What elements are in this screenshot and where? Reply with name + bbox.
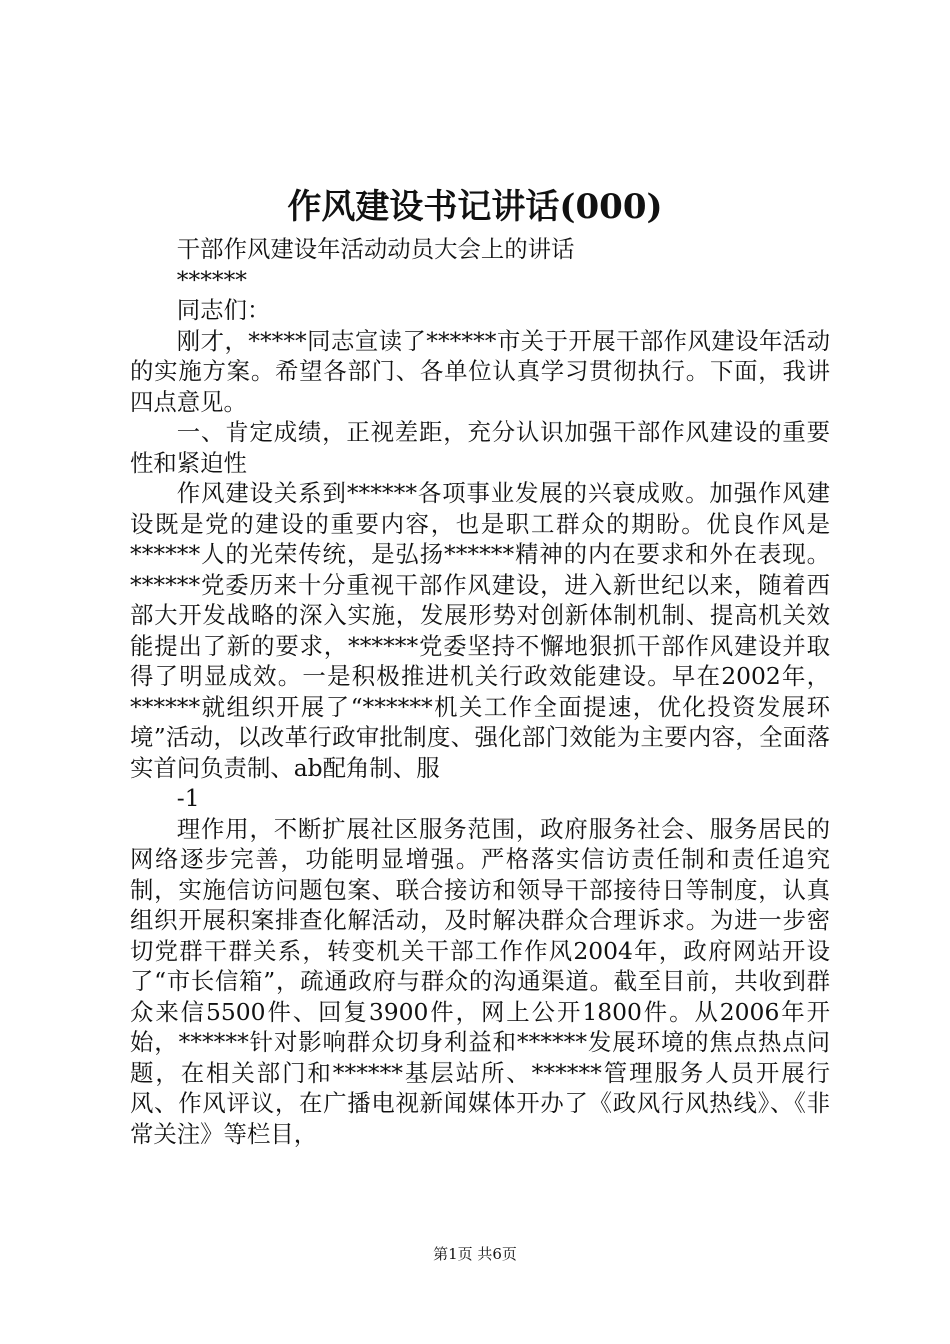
document-body xyxy=(130,234,830,1149)
page-footer: 第1页 共6页 xyxy=(433,1245,517,1263)
section-heading-1: 一、肯定成绩，正视差距，充分认识加强干部作风建设的重要性和紧迫性 xyxy=(130,418,830,477)
speaker-name: ****** xyxy=(176,265,247,294)
salutation: 同志们： xyxy=(176,296,271,324)
paragraph-intro: 刚才，*****同志宣读了******市关于开展干部作风建设年活动的实施方案。希望各部门、各单位认真学习贯彻执行。下面，我讲四点意见。 xyxy=(130,326,830,416)
speech-heading: 干部作风建设年活动动员大会上的讲话 xyxy=(176,235,575,263)
document-title: 作风建设书记讲话(000) xyxy=(287,187,663,227)
paragraph-body-2: 理作用，不断扩展社区服务范围，政府服务社会、服务居民的网络逐步完善，功能明显增强。严格落实信访责任制和责任追究制，实施信访问题包案、联合接访和领导干部接待日等制度，认真组织开展积案排查化解活动，及时解决群众合理诉求。为进一步密切党群干群关系，转变机关干部工作作风2004年，政府网站开设了“市长信箱”，疏通政府与群众的沟通渠道。截至目前，共收到群众来信5500件、回复3900件，网上公开1800件。从2006年开始，******针对影响群众切身利益和******发展环境的焦点热点问题，在相关部门和******基层站所、******管理服务人员开展行风、作风评议，在广播电视新闻媒体开办了《政风行风热线》、《非常关注》等栏目， xyxy=(130,814,830,1148)
paragraph-body-1: 作风建设关系到******各项事业发展的兴衰成败。加强作风建设既是党的建设的重要内容，也是职工群众的期盼。优良作风是******人的光荣传统，是弘扬******精神的内在要求和外在表现。******党委历来十分重视干部作风建设，进入新世纪以来，随着西部大开发战略的深入实施，发展形势对创新体制机制、提高机关效能提出了新的要求，******党委坚持不懈地狠抓干部作风建设并取得了明显成效。一是积极推进机关行政效能建设。早在2002年，******就组织开展了“******机关工作全面提速，优化投资发展环境”活动，以改革行政审批制度、强化部门效能为主要内容，全面落实首问负责制、ab配角制、服 xyxy=(130,479,830,782)
page-marker: -1 xyxy=(176,784,200,812)
